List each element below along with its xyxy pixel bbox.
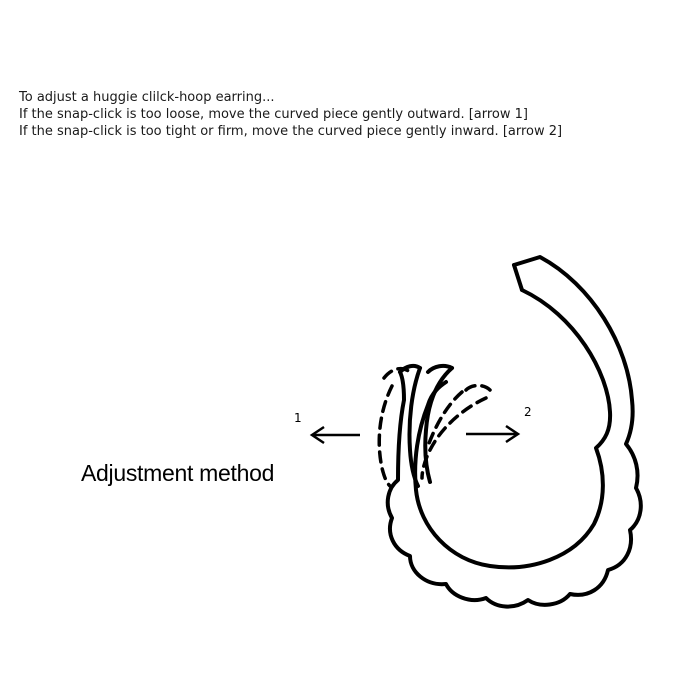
arrow-2	[466, 405, 532, 442]
instruction-line-loose: If the snap-click is too loose, move the curved piece gently outward. [arrow 1]	[19, 107, 528, 122]
arrow-1-number: 1	[294, 411, 302, 425]
instruction-line-intro: To adjust a huggie clilck-hoop earring...	[19, 90, 275, 105]
arrow-2-number: 2	[524, 405, 532, 419]
arrow-1	[294, 411, 360, 443]
hoop-tip	[514, 265, 522, 290]
adjustment-method-label: Adjustment method	[81, 460, 275, 486]
instruction-line-tight: If the snap-click is too tight or firm, move the curved piece gently inward. [arrow 2]	[19, 124, 563, 139]
